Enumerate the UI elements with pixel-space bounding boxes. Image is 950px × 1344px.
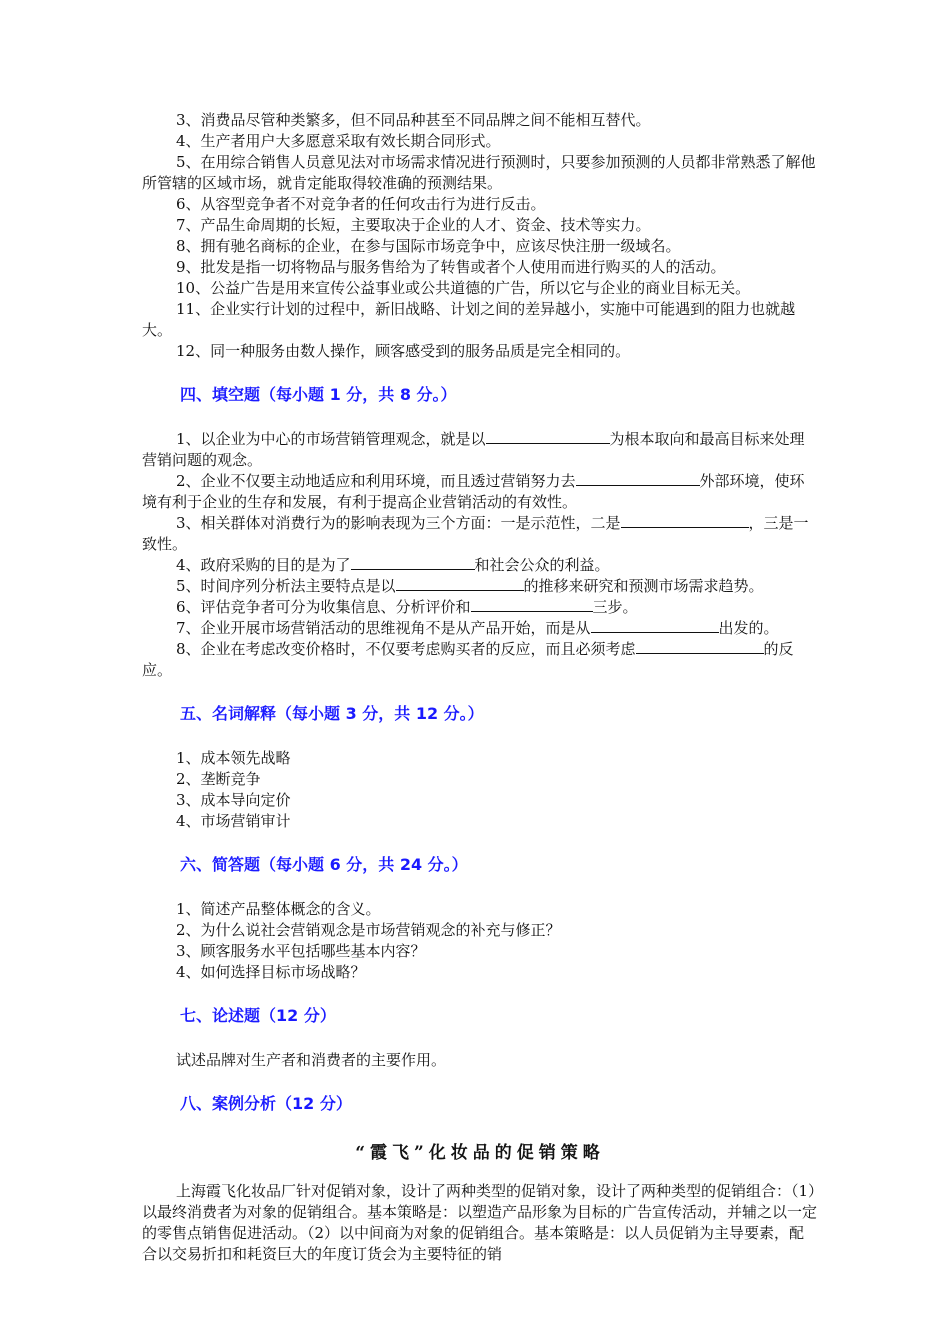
fill-list — [142, 429, 818, 681]
tf-item-6: 6、从容型竞争者不对竞争者的任何攻击行为进行反击。 — [176, 195, 546, 213]
document-content — [142, 110, 818, 1265]
term-item: 1、成本领先战略 — [176, 749, 291, 767]
tf-item-3: 3、消费品尽管种类繁多，但不同品种甚至不同品牌之间不能相互替代。 — [176, 111, 651, 129]
tf-item-5: 5、在用综合销售人员意见法对市场需求情况进行预测时，只要参加预测的人员都非常熟悉了解他所管辖的区域市场，就肯定能取得较准确的预测结果。 — [142, 153, 816, 192]
fill-blank[interactable] — [396, 576, 524, 591]
tf-item-8: 8、拥有驰名商标的企业，在参与国际市场竞争中，应该尽快注册一级域名。 — [176, 237, 681, 255]
section-title-essay: 七、论述题（12 分） — [180, 1006, 336, 1025]
term-item: 4、市场营销审计 — [176, 812, 291, 830]
fill-blank[interactable] — [591, 618, 719, 633]
tf-item-12: 12、同一种服务由数人操作，顾客感受到的服务品质是完全相同的。 — [176, 342, 631, 360]
short-item: 1、简述产品整体概念的含义。 — [176, 900, 381, 918]
terms-list — [142, 748, 818, 832]
fill-item-3: 3、相关群体对消费行为的影响表现为三个方面：一是示范性，二是 ，三是一致性。 — [142, 514, 809, 553]
tf-item-11: 11、企业实行计划的过程中，新旧战略、计划之间的差异越小，实施中可能遇到的阻力也就越大。 — [142, 300, 796, 339]
section-title-fill: 四、填空题（每小题 1 分，共 8 分。） — [180, 385, 457, 404]
fill-blank[interactable] — [576, 471, 700, 486]
fill-item-6: 6、评估竞争者可分为收集信息、分析评价和 三步。 — [176, 598, 638, 616]
tf-item-4: 4、生产者用户大多愿意采取有效长期合同形式。 — [176, 132, 501, 150]
fill-blank[interactable] — [351, 555, 475, 570]
short-item: 4、如何选择目标市场战略？ — [176, 963, 366, 981]
fill-blank[interactable] — [636, 639, 764, 654]
tf-list — [142, 110, 818, 362]
case-heading: “霞飞”化妆品的促销策略 — [355, 1143, 605, 1163]
section-title-terms: 五、名词解释（每小题 3 分，共 12 分。） — [180, 704, 484, 723]
short-item: 2、为什么说社会营销观念是市场营销观念的补充与修正？ — [176, 921, 561, 939]
tf-item-7: 7、产品生命周期的长短，主要取决于企业的人才、资金、技术等实力。 — [176, 216, 651, 234]
section-title-case: 八、案例分析（12 分） — [180, 1094, 352, 1113]
fill-item-1: 1、以企业为中心的市场营销管理观念，就是以 为根本取向和最高目标来处理营销问题的观念。 — [142, 430, 805, 469]
fill-blank[interactable] — [486, 429, 610, 444]
term-item: 3、成本导向定价 — [176, 791, 291, 809]
section-title-short: 六、简答题（每小题 6 分，共 24 分。） — [180, 855, 468, 874]
short-item: 3、顾客服务水平包括哪些基本内容？ — [176, 942, 426, 960]
case-body: 上海霞飞化妆品厂针对促销对象，设计了两种类型的促销对象，设计了两种类型的促销组合：（1）以最终消费者为对象的促销组合。基本策略是：以塑造产品形象为目标的广告宣传活动，并辅之以一定的零售点销售促进活动。（2）以中间商为对象的促销组合。基本策略是：以人员促销为主导要素，配合以交易折扣和耗资巨大的年度订货会为主要特征的销 — [142, 1182, 818, 1263]
term-item: 2、垄断竞争 — [176, 770, 261, 788]
fill-item-2: 2、企业不仅要主动地适应和利用环境，而且透过营销努力去 外部环境，使环境有利于企业的生存和发展，有利于提高企业营销活动的有效性。 — [142, 472, 805, 511]
fill-item-7: 7、企业开展市场营销活动的思维视角不是从产品开始，而是从 出发的。 — [176, 619, 779, 637]
fill-blank[interactable] — [621, 513, 749, 528]
essay-question: 试述品牌对生产者和消费者的主要作用。 — [176, 1051, 447, 1069]
fill-item-8: 8、企业在考虑改变价格时，不仅要考虑购买者的反应，而且必须考虑 的反应。 — [142, 640, 794, 679]
tf-item-10: 10、公益广告是用来宣传公益事业或公共道德的广告，所以它与企业的商业目标无关。 — [176, 279, 751, 297]
fill-item-5: 5、时间序列分析法主要特点是以 的推移来研究和预测市场需求趋势。 — [176, 577, 764, 595]
short-list — [142, 899, 818, 983]
tf-item-9: 9、批发是指一切将物品与服务售给为了转售或者个人使用而进行购买的人的活动。 — [176, 258, 726, 276]
fill-blank[interactable] — [471, 597, 593, 612]
fill-item-4: 4、政府采购的目的是为了 和社会公众的利益。 — [176, 556, 610, 574]
